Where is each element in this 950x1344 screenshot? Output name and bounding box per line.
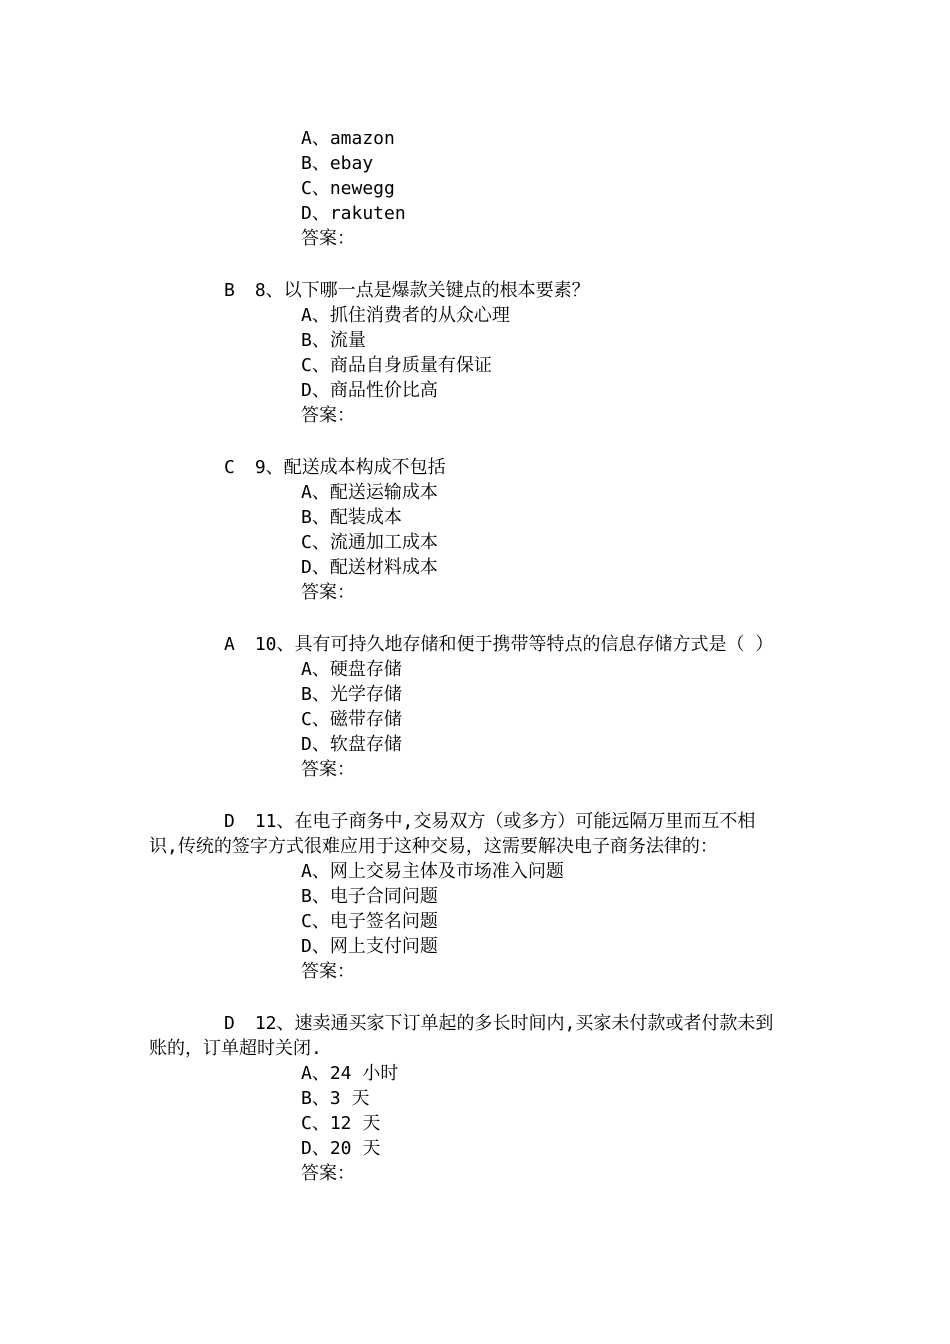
- option-a: A、硬盘存储: [301, 659, 402, 680]
- option-d: D、网上支付问题: [301, 936, 438, 957]
- option-a: A、24 小时: [301, 1063, 399, 1084]
- answer-key: A: [224, 634, 235, 655]
- option-d: D、配送材料成本: [301, 557, 438, 578]
- option-c: C、流通加工成本: [301, 532, 438, 553]
- option-a: A、配送运输成本: [301, 482, 438, 503]
- question-text: 10、具有可持久地存储和便于携带等特点的信息存储方式是（ ）: [254, 634, 774, 655]
- option-c: C、磁带存储: [301, 709, 402, 730]
- answer-key: C: [224, 457, 235, 478]
- question-line: [224, 1011, 773, 1036]
- option-a: A、amazon: [301, 128, 395, 149]
- option-d: D、20 天: [301, 1138, 381, 1159]
- answer-label: 答案：: [301, 1163, 355, 1184]
- option-a: A、抓住消费者的从众心理: [301, 305, 510, 326]
- option-c: C、商品自身质量有保证: [301, 355, 492, 376]
- question-text: 9、配送成本构成不包括: [254, 457, 446, 478]
- option-b: B、配装成本: [301, 507, 402, 528]
- question-line: [224, 455, 446, 480]
- option-c: C、newegg: [301, 178, 395, 199]
- option-b: B、电子合同问题: [301, 886, 438, 907]
- question-text: 12、速卖通买家下订单起的多长时间内,买家未付款或者付款未到: [254, 1013, 774, 1034]
- question-text: 11、在电子商务中,交易双方（或多方）可能远隔万里而互不相: [254, 811, 756, 832]
- option-d: D、商品性价比高: [301, 380, 438, 401]
- option-d: D、软盘存储: [301, 734, 402, 755]
- answer-key: D: [224, 811, 235, 832]
- answer-key: B: [224, 280, 235, 301]
- option-c: C、12 天: [301, 1113, 381, 1134]
- option-a: A、网上交易主体及市场准入问题: [301, 861, 564, 882]
- question-line: [224, 632, 773, 657]
- answer-label: 答案：: [301, 228, 355, 249]
- option-b: B、ebay: [301, 153, 374, 174]
- question-line: [224, 278, 590, 303]
- question-text-continued: 账的，订单超时关闭.: [149, 1038, 322, 1059]
- question-text: 8、以下哪一点是爆款关键点的根本要素？: [254, 280, 590, 301]
- option-c: C、电子签名问题: [301, 911, 438, 932]
- option-d: D、rakuten: [301, 203, 406, 224]
- answer-label: 答案：: [301, 961, 355, 982]
- answer-label: 答案：: [301, 582, 355, 603]
- answer-label: 答案：: [301, 405, 355, 426]
- answer-label: 答案：: [301, 759, 355, 780]
- option-b: B、流量: [301, 330, 366, 351]
- option-b: B、3 天: [301, 1088, 370, 1109]
- question-text-continued: 识,传统的签字方式很难应用于这种交易，这需要解决电子商务法律的：: [149, 836, 718, 857]
- question-line: [224, 809, 755, 834]
- option-b: B、光学存储: [301, 684, 402, 705]
- answer-key: D: [224, 1013, 235, 1034]
